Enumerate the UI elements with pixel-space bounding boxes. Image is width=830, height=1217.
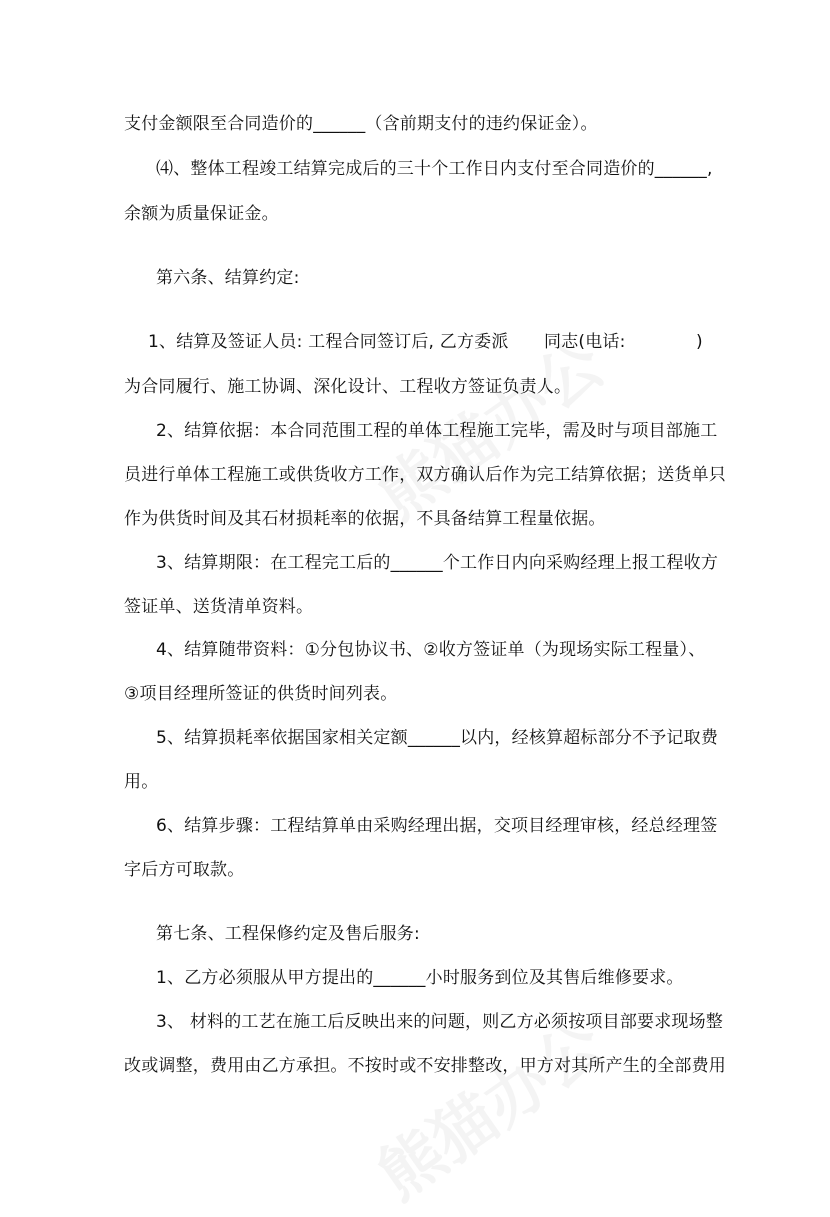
paragraph-line: ③项目经理所签证的供货时间列表。 [124,684,398,704]
paragraph-line: 用。 [124,772,159,792]
paragraph-line: 字后方可取款。 [124,860,245,880]
paragraph-line: 为合同履行、施工协调、深化设计、工程收方签证负责人。 [124,377,572,397]
paragraph-line: 6、结算步骤：工程结算单由采购经理出据，交项目经理审核，经总经理签 [156,816,718,836]
paragraph-line: 3、 材料的工艺在施工后反映出来的问题，则乙方必须按项目部要求现场整 [156,1012,724,1032]
paragraph-line: ) [696,332,703,352]
paragraph-line: 2、结算依据：本合同范围工程的单体工程施工完毕，需及时与项目部施工 [156,421,718,441]
paragraph-line: 3、结算期限：在工程完工后的______个工作日内向采购经理上报工程收方 [156,553,719,573]
paragraph-line: 余额为质量保证金。 [124,204,279,224]
paragraph-line: 改或调整，费用由乙方承担。不按时或不安排整改，甲方对其所产生的全部费用 [124,1056,726,1076]
paragraph-line: ⑷、整体工程竣工结算完成后的三十个工作日内支付至合同造价的______, [156,159,713,179]
paragraph-line: 支付金额限至合同造价的______（含前期支付的违约保证金）。 [124,114,598,134]
paragraph-line: 员进行单体工程施工或供货收方工作，双方确认后作为完工结算依据；送货单只 [124,465,726,485]
paragraph-line: 5、结算损耗率依据国家相关定额______以内，经核算超标部分不予记取费 [156,728,719,748]
paragraph-line: 4、结算随带资料：①分包协议书、②收方签证单（为现场实际工程量）、 [156,640,706,660]
section-heading: 第六条、结算约定: [156,268,300,288]
paragraph-line: 1、结算及签证人员: 工程合同签订后, 乙方委派 [148,332,509,352]
section-heading: 第七条、工程保修约定及售后服务: [156,924,420,944]
paragraph-line: 同志(电话: [544,332,626,352]
paragraph-line: 作为供货时间及其石材损耗率的依据，不具备结算工程量依据。 [124,509,606,529]
paragraph-line: 签证单、送货清单资料。 [124,597,314,617]
paragraph-line: 1、乙方必须服从甲方提出的______小时服务到位及其售后维修要求。 [156,968,684,988]
